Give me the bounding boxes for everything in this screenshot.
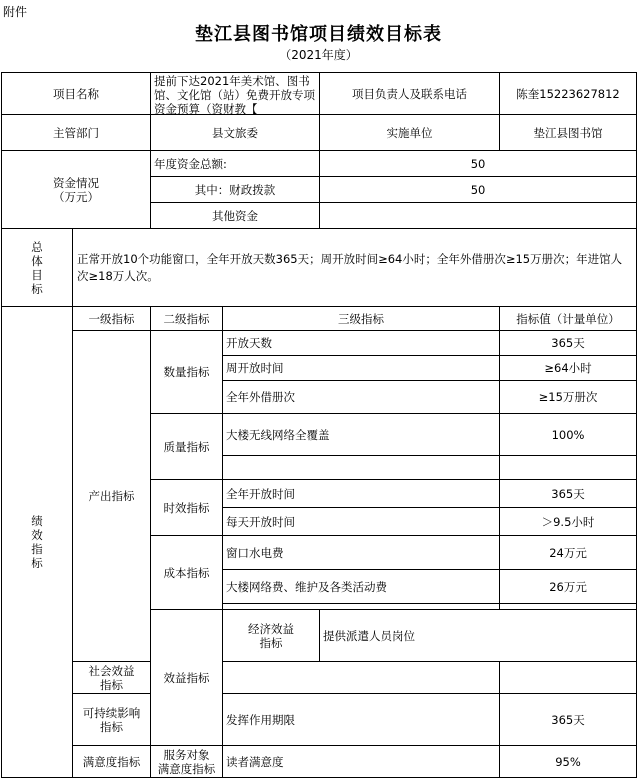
funds-label: 资金情况 （万元） [2, 151, 151, 229]
indicator-value: 365天 [500, 480, 637, 508]
table-row [2, 746, 637, 778]
indicator-value: ≥15万册次 [500, 381, 637, 414]
output-label: 产出指标 [73, 331, 151, 662]
performance-table [1, 72, 637, 778]
sustain-label: 可持续影响 指标 [73, 694, 151, 746]
dept-label: 主管部门 [2, 115, 151, 151]
indicator-value [500, 662, 637, 694]
goal-row [2, 229, 637, 307]
indicator-value: ＞9.5小时 [500, 508, 637, 536]
social-label: 社会效益 指标 [73, 662, 151, 694]
indicator-name: 每天开放时间 [223, 508, 500, 536]
page-title: 垫江县图书馆项目绩效目标表 [195, 24, 442, 45]
indicator-name: 大楼网络费、维护及各类活动费 [223, 570, 500, 604]
funds-total-row [2, 151, 637, 177]
quantity-label: 数量指标 [151, 331, 223, 414]
department-row [2, 115, 637, 151]
indicator-name: 全年外借册次 [223, 381, 500, 414]
goal-label: 总 体 目 标 [2, 229, 73, 307]
table-row [2, 694, 637, 746]
indicators-label: 绩 效 指 标 [2, 307, 73, 778]
funds-fiscal-label: 其中：财政拨款 [151, 177, 320, 203]
timeliness-label: 时效指标 [151, 480, 223, 536]
satisfaction-sub-label: 服务对象 满意度指标 [151, 746, 223, 778]
indicator-value: ≥64小时 [500, 356, 637, 381]
header-level2: 二级指标 [151, 307, 223, 331]
impl-label: 实施单位 [320, 115, 500, 151]
indicator-value: 365天 [500, 694, 637, 746]
project-name-label: 项目名称 [2, 73, 151, 115]
indicator-value: 24万元 [500, 536, 637, 570]
indicator-value: 100% [500, 414, 637, 456]
indicator-name: 提供派遣人员岗位 [320, 610, 637, 662]
indicator-header-row [2, 307, 637, 331]
contact-value: 陈奎15223627812 [500, 73, 637, 115]
header-level1: 一级指标 [73, 307, 151, 331]
indicator-name [223, 456, 500, 480]
funds-total-value: 50 [320, 151, 637, 177]
table-row [2, 662, 637, 694]
table-row [2, 331, 637, 356]
funds-other-value [320, 203, 637, 229]
header-value: 指标值（计量单位） [500, 307, 637, 331]
project-name-cell [151, 73, 320, 115]
indicator-value [500, 456, 637, 480]
indicator-name: 发挥作用期限 [223, 694, 500, 746]
project-name-row [2, 73, 637, 115]
indicator-name: 开放天数 [223, 331, 500, 356]
indicator-name: 周开放时间 [223, 356, 500, 381]
indicator-name: 窗口水电费 [223, 536, 500, 570]
goal-text: 正常开放10个功能窗口，全年开放天数365天；周开放时间≥64小时；全年外借册次≥15万册次；年进馆人次≥18万人次。 [73, 229, 637, 307]
indicator-value: 365天 [500, 331, 637, 356]
cost-label: 成本指标 [151, 536, 223, 610]
indicator-name [223, 662, 500, 694]
header-level3: 三级指标 [223, 307, 500, 331]
benefit-label: 效益指标 [151, 610, 223, 746]
indicator-value: 26万元 [500, 570, 637, 604]
economic-label: 经济效益 指标 [223, 610, 320, 662]
indicator-value: 95% [500, 746, 637, 778]
indicator-name: 读者满意度 [223, 746, 500, 778]
contact-label: 项目负责人及联系电话 [320, 73, 500, 115]
attachment-label: 附件 [3, 5, 28, 19]
year-subtitle: （2021年度） [279, 48, 358, 62]
impl-value: 垫江县图书馆 [500, 115, 637, 151]
funds-other-label: 其他资金 [151, 203, 320, 229]
indicator-name: 大楼无线网络全覆盖 [223, 414, 500, 456]
quality-label: 质量指标 [151, 414, 223, 480]
indicator-name: 全年开放时间 [223, 480, 500, 508]
dept-value: 县文旅委 [151, 115, 320, 151]
funds-total-label: 年度资金总额: [151, 151, 320, 177]
project-name-value: 提前下达2021年美术馆、图书馆、文化馆（站）免费开放专项资金预算（资财教【 [154, 73, 315, 114]
funds-fiscal-value: 50 [320, 177, 637, 203]
satisfaction-label: 满意度指标 [73, 746, 151, 778]
